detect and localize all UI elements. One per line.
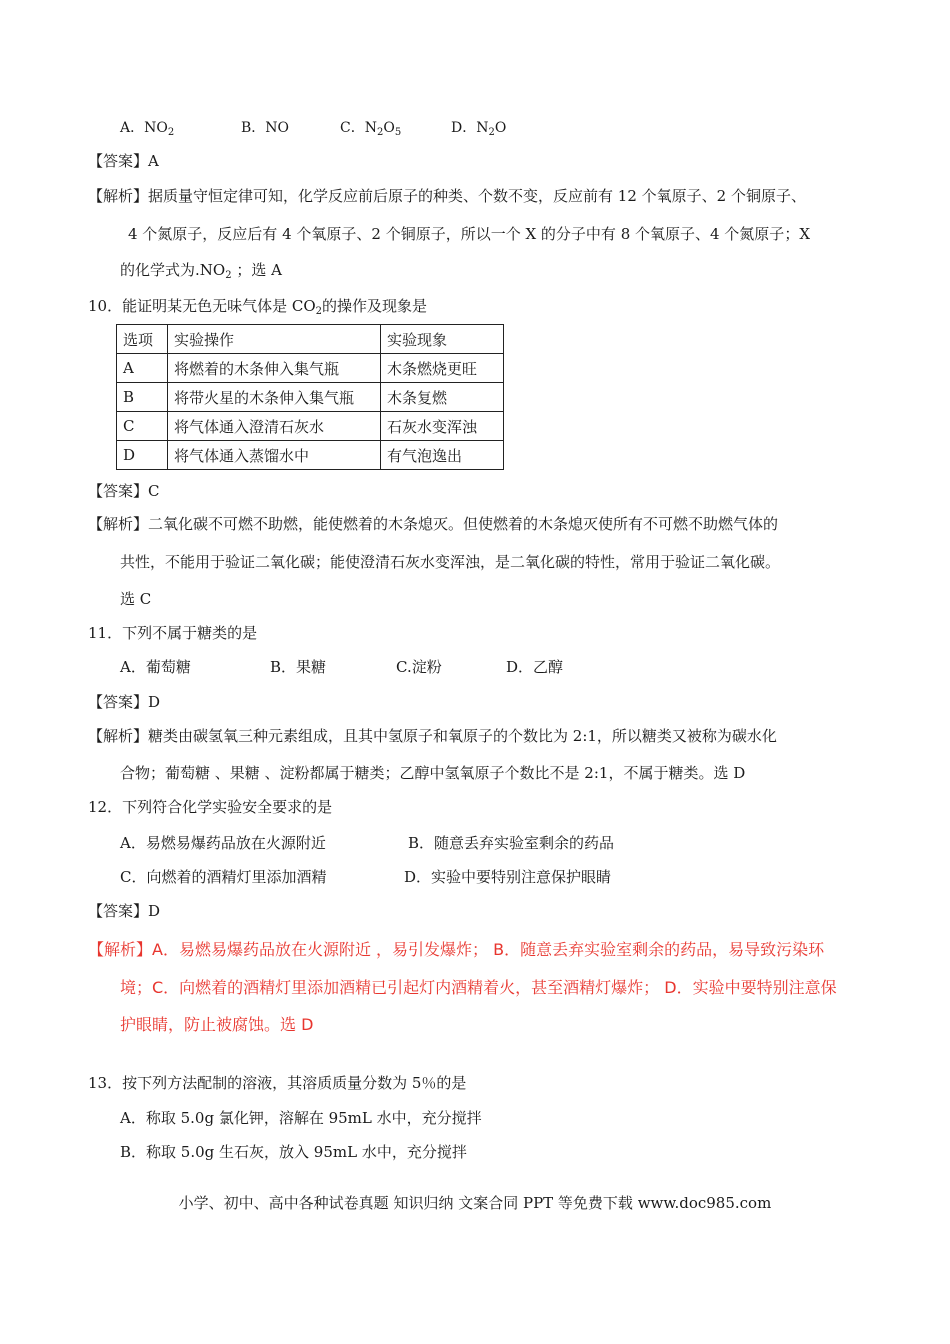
table-header-cell: 选项: [117, 325, 168, 354]
q9-analysis-line-2: 4 个氮原子，反应后有 4 个氧原子、2 个铜原子，所以一个 X 的分子中有 8 个氧原子、4 个氮原子；X: [128, 225, 810, 243]
q11-analysis-line-1: 【解析】糖类由碳氢氧三种元素组成，且其中氢原子和氧原子的个数比为 2:1，所以糖类又被称为碳水化: [88, 727, 777, 745]
q12-option-b: B．随意丢弃实验室剩余的药品: [408, 834, 615, 852]
q11-answer: 【答案】D: [88, 693, 161, 711]
q9-option-d: D．$N_2O$: [451, 120, 507, 138]
table-cell: A: [117, 354, 168, 383]
q9-option-c: C．$N_2O_5$: [340, 120, 402, 138]
q11-stem: 11．下列不属于糖类的是: [88, 624, 258, 642]
q9-option-a: A．$NO_2$: [120, 120, 175, 138]
table-cell: 木条复燃: [381, 383, 504, 412]
table-cell: 将带火星的木条伸入集气瓶: [168, 383, 381, 412]
q11-analysis-line-2: 合物；葡萄糖 、果糖 、淀粉都属于糖类；乙醇中氢氧原子个数比不是 2:1，不属于糖类。选 D: [120, 764, 746, 782]
table-header-cell: 实验操作: [168, 325, 381, 354]
table-cell: 木条燃烧更旺: [381, 354, 504, 383]
table-cell: 将气体通入澄清石灰水: [168, 412, 381, 441]
q9-option-b: B．NO: [241, 120, 290, 136]
q13-option-a: A．称取 5.0g 氯化钾，溶解在 95mL 水中，充分搅拌: [120, 1109, 482, 1127]
q10-analysis-line-1: 【解析】二氧化碳不可燃不助燃，能使燃着的木条熄灭。但使燃着的木条熄灭使所有不可燃不助燃气体的: [88, 515, 779, 533]
table-row: [117, 354, 504, 383]
table-cell: 有气泡逸出: [381, 441, 504, 470]
table-cell: B: [117, 383, 168, 412]
q10-answer: 【答案】C: [88, 482, 160, 500]
table-cell: C: [117, 412, 168, 441]
table-header-cell: 实验现象: [381, 325, 504, 354]
q11-option-c: C.淀粉: [396, 658, 442, 676]
q11-option-d: D．乙醇: [506, 658, 564, 676]
table-cell: D: [117, 441, 168, 470]
table-row: [117, 383, 504, 412]
q9-analysis-line-3: 的化学式为$.NO_2$ ；选 A: [120, 261, 282, 281]
q11-option-a: A．葡萄糖: [120, 658, 191, 676]
q10-analysis-line-2: 共性，不能用于验证二氧化碳；能使澄清石灰水变浑浊，是二氧化碳的特性，常用于验证二氧化碳。: [120, 553, 781, 571]
q12-analysis-line-1: 【解析】A．易燃易爆药品放在火源附近 ，易引发爆炸； B．随意丢弃实验室剩余的药品，易导致污染环: [88, 940, 825, 959]
table-row: [117, 441, 504, 470]
q13-option-b: B．称取 5.0g 生石灰，放入 95mL 水中，充分搅拌: [120, 1143, 467, 1161]
table-row: [117, 412, 504, 441]
q10-experiment-table: [116, 324, 504, 470]
table-header-row: [117, 325, 504, 354]
q12-analysis-line-2: 境；C．向燃着的酒精灯里添加酒精已引起灯内酒精着火，甚至酒精灯爆炸； D．实验中要特别注意保: [120, 978, 837, 997]
q10-stem: 10．能证明某无色无味气体是 $CO_2$的操作及现象是: [88, 297, 428, 317]
q12-stem: 12．下列符合化学实验安全要求的是: [88, 798, 333, 816]
page-footer: 小学、初中、高中各种试卷真题 知识归纳 文案合同 PPT 等免费下载 www.doc985.com: [178, 1194, 772, 1212]
q10-analysis-line-3: 选 C: [120, 590, 152, 608]
q12-option-d: D．实验中要特别注意保护眼睛: [404, 868, 612, 886]
q12-answer: 【答案】D: [88, 902, 161, 920]
q9-answer: 【答案】A: [88, 152, 159, 170]
q11-option-b: B．果糖: [270, 658, 327, 676]
q12-option-a: A．易燃易爆药品放在火源附近: [120, 834, 326, 852]
table-cell: 将气体通入蒸馏水中: [168, 441, 381, 470]
table-cell: 将燃着的木条伸入集气瓶: [168, 354, 381, 383]
q9-analysis-line-1: 【解析】据质量守恒定律可知，化学反应前后原子的种类、个数不变，反应前有 12 个氧原子、2 个铜原子、: [88, 187, 806, 205]
q12-analysis-line-3: 护眼睛，防止被腐蚀。选 D: [120, 1015, 314, 1034]
q13-stem: 13．按下列方法配制的溶液，其溶质质量分数为 5％的是: [88, 1074, 467, 1092]
q12-option-c: C．向燃着的酒精灯里添加酒精: [120, 868, 327, 886]
table-cell: 石灰水变浑浊: [381, 412, 504, 441]
